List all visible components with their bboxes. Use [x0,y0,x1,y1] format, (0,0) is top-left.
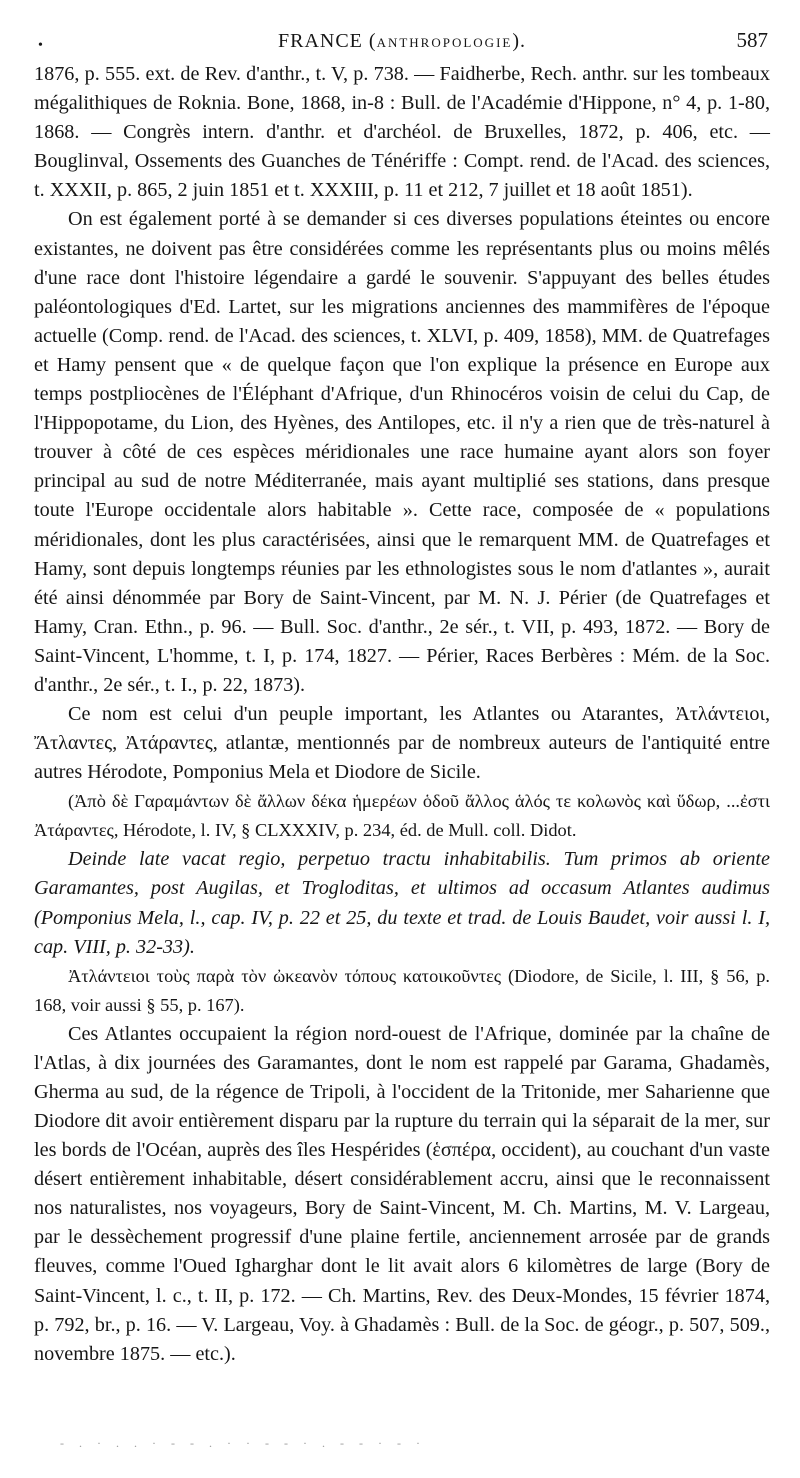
bottom-scan-noise: - . · . . · - - . · · - - · . - - · - · [60,1436,426,1450]
page-header [34,24,770,60]
quote-diodorus: Ἀτλάντειοι τοὺς παρὰ τὸν ὠκεανὸν τόπους κατοικοῦντες (Diodore, de Sicile, l. III, § 56, p. 168, voir aussi § 55, p. 167). [34,965,770,1015]
paragraph-citations-continued: 1876, p. 555. ext. de Rev. d'anthr., t. V, p. 738. — Faidherbe, Rech. anthr. sur les tombeaux mégalithiques de Roknia. Bone, 1868, in-8 : Bull. de l'Académie d'Hippone, n° 4, p. 1-80, 1868. — Congrès intern. d'anthr. et d'archéol. de Bruxelles, 1872, p. 406, etc. — Bouglinval, Ossements des Guanches de Ténériffe : Compt. rend. de l'Acad. des sciences, t. XXXII, p. 865, 2 juin 1851 et t. XXXIII, p. 11 et 212, 7 juillet et 18 août 1851). [34,63,770,202]
running-title-main: FRANCE ( [277,30,377,52]
running-title [34,30,770,53]
paragraph-atlantes-region: Ces Atlantes occupaient la région nord-ouest de l'Afrique, dominée par la chaîne de l'Atlas, à dix journées des Garamantes, dont le nom est rappelé par Garama, Ghadamès, Gherma au sud, de la régence de Tripoli, à l'occident de la Tritonide, mer Saharienne que Diodore dit avoir entièrement disparu par la rupture du terrain qui la séparait de la mer, sur les bords de l'Océan, auprès des îles Hespérides (ἑσπέρα, occident), au couchant d'un vaste désert entièrement inhabitable, désert considérablement accru, ainsi que le reconnaissent nos naturalistes, nos voyageurs, Bory de Saint-Vincent, M. Ch. Martins, M. V. Largeau, par le dessèchement progressif d'une plaine fertile, anciennement arrosée par de grands fleuves, comme l'Oued Igharghar dont le lit avait alors 6 kilomètres de large (Bory de Saint-Vincent, l. c., t. II, p. 172. — Ch. Martins, Rev. des Deux-Mondes, 15 février 1874, p. 792, br., p. 16. — V. Largeau, Voy. à Ghadamès : Bull. de la Soc. de géogr., p. 507, 509., novembre 1875. — etc.). [34,1022,770,1365]
running-title-small-caps: ANTHROPOLOGIE [376,35,513,50]
margin-mark: • [38,38,43,53]
paragraph-atlantes-race: On est également porté à se demander si ces diverses populations éteintes ou encore existantes, ne doivent pas être considérées comme les représentants plus ou moins mêlés d'une race dont l'histoire légendaire a gardé le souvenir. S'appuyant des belles études paléontologiques d'Ed. Lartet, sur les migrations anciennes des mammifères de l'époque actuelle (Comp. rend. de l'Acad. des sciences, t. XLVI, p. 409, 1858), MM. de Quatrefages et Hamy pensent que « de quelque façon que l'on explique la présence en Europe aux temps postpliocènes de l'Éléphant d'Afrique, d'un Rhinocéros voisin de celui du Cap, de l'Hippopotame, du Lion, des Hyènes, des Antilopes, etc. il n'y a rien que de très-naturel à trouver à côté de ces espèces méridionales une race humaine ayant alors son foyer principal au sud de notre Méditerranée, mais ayant multiplié ses stations, dans presque toute l'Europe occidentale alors habitable ». Cette race, composée de « populations méridionales, dont les plus caractérisées, ainsi que le remarquent MM. de Quatrefages et Hamy, sont depuis longtemps réunies par les ethnologistes sous le nom d'atlantes », aurait été ainsi dénommée par Bory de Saint-Vincent, par M. N. J. Périer (de Quatrefages et Hamy, Cran. Ethn., p. 96. — Bull. Soc. d'anthr., 2e sér., t. VII, p. 493, 1872. — Bory de Saint-Vincent, L'homme, t. I, p. 174, 1827. — Périer, Races Berbères : Mém. de la Soc. d'anthr., 2e sér., t. I., p. 22, 1873). [34,208,770,696]
quote-herodotus: (Ἀπὸ δὲ Γαραμάντων δὲ ἄλλων δέκα ἡμερέων ὁδοῦ ἄλλος ἁλός τε κολωνὸς καὶ ὕδωρ, ...ἐστι Ἀτάραντες, Hérodote, l. IV, § CLXXXIV, p. 234, éd. de Mull. coll. Didot. [34,791,770,841]
running-title-end: ). [512,30,527,52]
page-number: 587 [736,28,768,52]
page-body [34,60,770,1369]
paragraph-atlantes-name: Ce nom est celui d'un peuple important, les Atlantes ou Atarantes, Ἀτλάντειοι, Ἄτλαντες, Ἀτάραντες, atlantæ, mentionnés par de nombreux auteurs de l'antiquité entre autres Hérodote, Pomponius Mela et Diodore de Sicile. [34,703,770,784]
quote-pomponius-mela: Deinde late vacat regio, perpetuo tractu inhabitabilis. Tum primos ab oriente Garamantes, post Augilas, et Trogloditas, et ultimos ad occasum Atlantes audimus (Pomponius Mela, l., cap. IV, p. 22 et 25, du texte et trad. de Louis Baudet, voir aussi l. I, cap. VIII, p. 32-33). [34,848,770,958]
